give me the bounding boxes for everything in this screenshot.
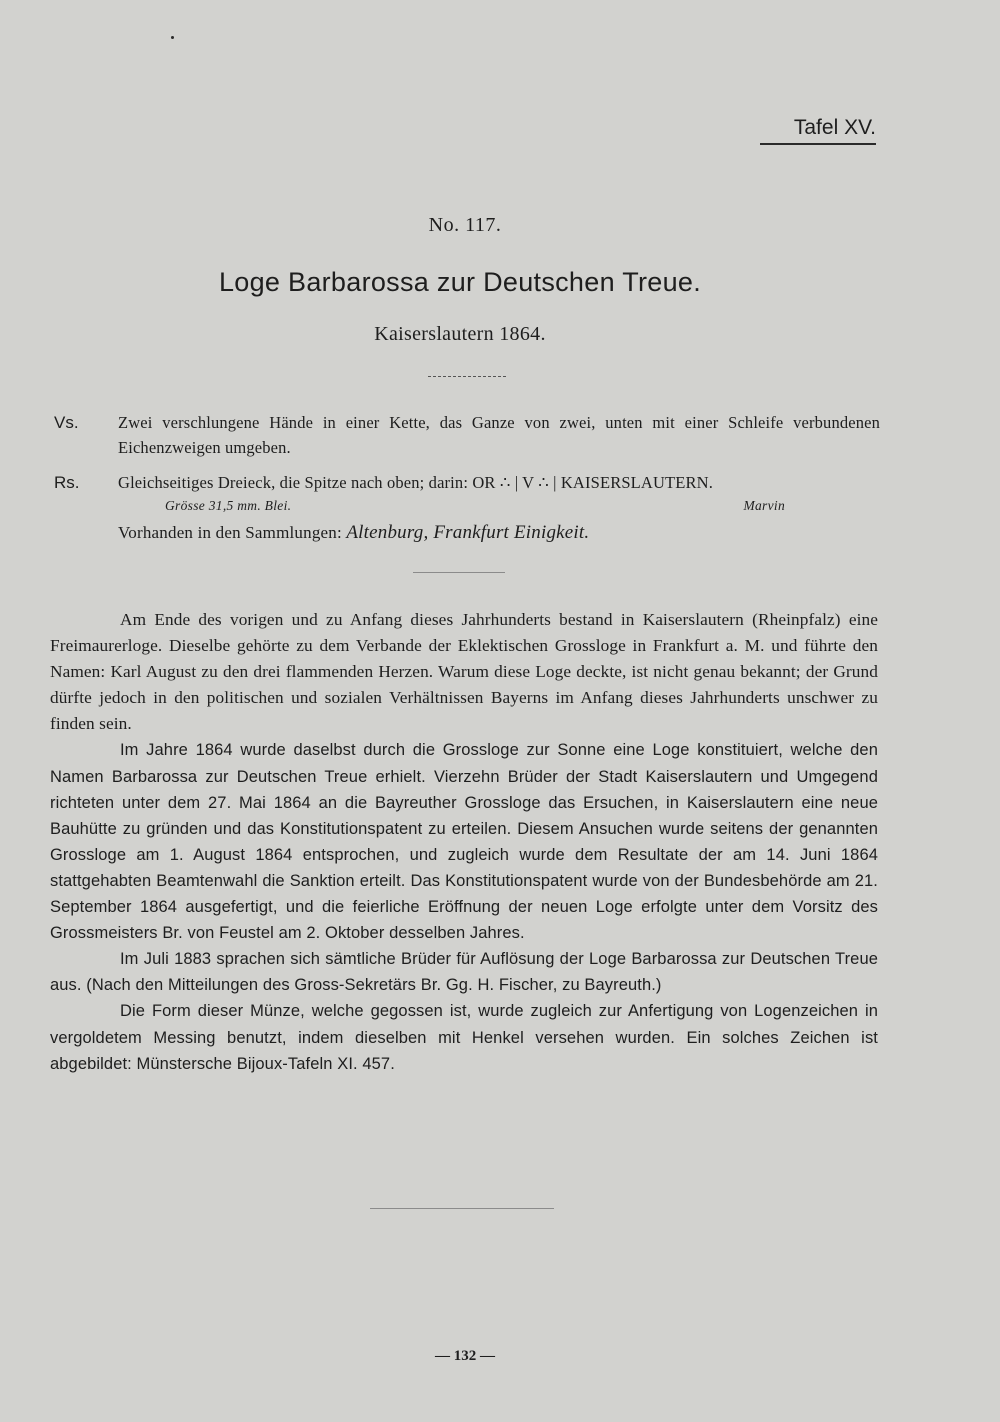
- place-and-year: Kaiserslautern 1864.: [374, 323, 546, 345]
- size-material: Grösse 31,5 mm. Blei.: [165, 498, 292, 513]
- size-line: [165, 498, 785, 514]
- collections-names: Altenburg, Frankfurt Einigkeit.: [346, 522, 590, 543]
- obverse-text: Zwei verschlungene Hände in einer Kette, das Ganze von zwei, unten mit einer Schleife verbundenen Eichenzweigen umgeben.: [118, 413, 880, 457]
- end-divider: [370, 1208, 554, 1209]
- paragraph-3: Im Juli 1883 sprachen sich sämtliche Brüder für Auflösung der Loge Barbarossa zur Deutschen Treue aus. (Nach den Mitteilungen des Gross-Sekretärs Br. Gg. H. Fischer, zu Bayreuth.): [50, 950, 878, 995]
- reverse-tag: Rs.: [54, 473, 80, 492]
- paragraph-4: Die Form dieser Münze, welche gegossen ist, wurde zugleich zur Anfertigung von Logenzeichen in vergoldetem Messing benutzt, indem dieselben mit Henkel versehen wurden. Ein solches Zeichen ist abgebildet: Münstersche Bijoux-Tafeln XI. 457.: [50, 1002, 878, 1073]
- section-divider: [413, 572, 505, 573]
- main-text: [50, 607, 878, 1077]
- obverse-description: [54, 410, 880, 460]
- paragraph-2: Im Jahre 1864 wurde daselbst durch die Grossloge zur Sonne eine Loge konstituiert, welche den Namen Barbarossa zur Deutschen Treue erhielt. Vierzehn Brüder der Stadt Kaiserslautern und Umgegend richteten unter dem 27. Mai 1864 an die Bayreuther Grossloge das Ersuchen, in Kaiserslautern eine neue Bauhütte zu gründen und das Konstitutionspatent zu erteilen. Diesem Ansuchen wurde seitens der genannten Grossloge am 1. August 1864 entsprochen, und zugleich wurde dem Resultate der am 14. Juni 1864 stattgehabten Beamtenwahl die Sanktion erteilt. Das Konstitutionspatent wurde von der Bundesbehörde am 21. September 1864 ausgefertigt, und die feierliche Eröffnung der neuen Loge erfolgte unter dem Vorsitz des Grossmeisters Br. von Feustel am 2. Oktober desselben Jahres.: [50, 741, 878, 943]
- maker-name: Marvin: [743, 498, 785, 513]
- reverse-description: [54, 470, 880, 495]
- obverse-tag: Vs.: [54, 413, 79, 432]
- plate-label: Tafel XV.: [760, 116, 876, 145]
- paragraph-1: Am Ende des vorigen und zu Anfang dieses Jahrhunderts bestand in Kaiserslautern (Rheinpfalz) eine Freimaurerloge. Dieselbe gehörte zu dem Verbande der Eklektischen Grossloge in Frankfurt a. M. und führte den Namen: Karl August zu den drei flammenden Herzen. Warum diese Loge deckte, ist nicht genau bekannt; der Grund dürfte jedoch in den politischen und sozialen Verhältnissen Bayerns im Anfang dieses Jahrhunderts unschwer zu finden sein.: [50, 610, 878, 734]
- collections-label: Vorhanden in den Sammlungen:: [118, 523, 342, 542]
- page-number: — 132 —: [435, 1348, 495, 1364]
- ink-speck: [171, 36, 174, 39]
- entry-number: No. 117.: [428, 214, 502, 236]
- reverse-text: Gleichseitiges Dreieck, die Spitze nach oben; darin: OR ∴ | V ∴ | KAISERSLAUTERN.: [118, 473, 713, 492]
- ornament-divider: [428, 376, 506, 378]
- collections-line: [118, 522, 589, 544]
- page-title: Loge Barbarossa zur Deutschen Treue.: [218, 267, 702, 297]
